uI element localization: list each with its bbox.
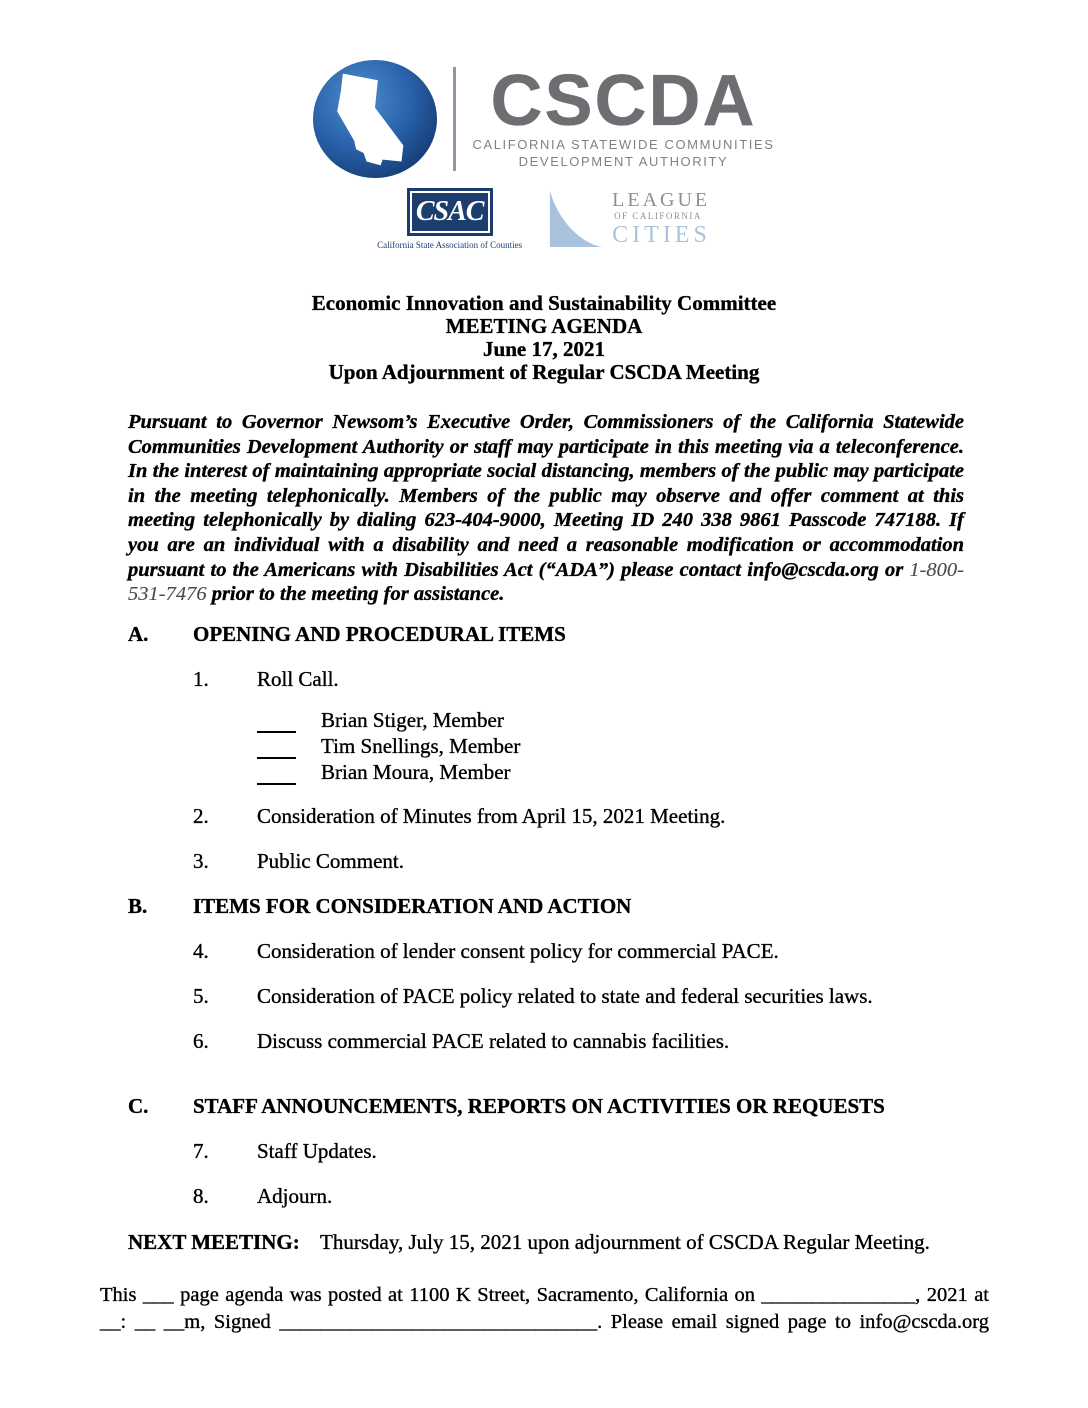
item-number: 3. xyxy=(193,848,209,873)
cscda-acronym: CSCDA xyxy=(490,61,757,142)
section-title: OPENING AND PROCEDURAL ITEMS xyxy=(193,621,566,646)
section-title: ITEMS FOR CONSIDERATION AND ACTION xyxy=(193,893,632,918)
item-number: 8. xyxy=(193,1183,209,1208)
teleconference-notice xyxy=(128,410,964,607)
roll-call-row xyxy=(0,707,1088,733)
posting-certification-footer xyxy=(100,1282,989,1336)
cscda-name-line2: DEVELOPMENT AUTHORITY xyxy=(518,154,729,170)
agenda-item-1 xyxy=(0,668,1088,691)
next-meeting-row xyxy=(0,1231,1088,1254)
next-meeting-label: NEXT MEETING: xyxy=(128,1229,300,1254)
agenda-item-2 xyxy=(0,805,1088,828)
partner-logo-row xyxy=(0,188,1088,250)
meeting-time-note: Upon Adjournment of Regular CSCDA Meeting xyxy=(328,360,760,384)
attendance-blank xyxy=(257,711,296,733)
section-c-heading xyxy=(0,1095,1088,1118)
item-number: 4. xyxy=(193,938,209,963)
agenda-item-6 xyxy=(0,1030,1088,1053)
item-text: Staff Updates. xyxy=(257,1138,377,1163)
item-text: Consideration of lender consent policy for commercial PACE. xyxy=(257,938,779,963)
committee-name: Economic Innovation and Sustainability Committee xyxy=(311,291,777,315)
item-number: 5. xyxy=(193,983,209,1008)
item-number: 2. xyxy=(193,803,209,828)
section-letter: C. xyxy=(128,1093,149,1118)
item-number: 1. xyxy=(193,666,209,691)
league-cities: CITIES xyxy=(612,221,711,248)
roll-call-row xyxy=(0,759,1088,785)
league-word: LEAGUE xyxy=(612,189,711,212)
cscda-name-line1: CALIFORNIA STATEWIDE COMMUNITIES xyxy=(472,136,775,152)
section-title: STAFF ANNOUNCEMENTS, REPORTS ON ACTIVITIES OR REQUESTS xyxy=(193,1093,885,1118)
notice-text: Pursuant to Governor Newsom’s Executive Order, Commissioners of the California Statewide Communities Development Authority or staff may participate in this meeting via a teleconference. In the interest of maintaining appropriate social distancing, members of the public may participate in the meeting telephonically. Members of the public may observe and offer comment at this meeting telephonically by dialing 623-404-9000, Meeting ID 240 338 9861 Passcode 747188. If you are an individual with a disability and need a reasonable modification or accommodation pursuant to the Americans with Disabilities Act (“ADA”) please contact info@cscda.org or xyxy=(128,411,964,581)
csac-logo xyxy=(377,188,522,250)
notice-text-end: prior to the meeting for assistance. xyxy=(206,583,505,606)
item-text: Adjourn. xyxy=(257,1183,333,1208)
league-swoosh-icon xyxy=(548,189,604,249)
csac-caption: California State Association of Counties xyxy=(377,240,523,250)
meeting-date: June 17, 2021 xyxy=(483,337,605,361)
header-logo-area xyxy=(0,0,1088,178)
footer-line-1: This ___ page agenda was posted at 1100 K Street, Sacramento, California on _______________, 2021 at xyxy=(100,1283,989,1306)
document-type: MEETING AGENDA xyxy=(445,314,643,338)
agenda-item-5 xyxy=(0,985,1088,1008)
section-letter: B. xyxy=(128,893,148,918)
attendance-blank xyxy=(257,737,296,759)
cscda-logo-text xyxy=(472,61,775,170)
agenda-item-4 xyxy=(0,940,1088,963)
item-text: Discuss commercial PACE related to cannabis facilities. xyxy=(257,1028,730,1053)
roll-call-list xyxy=(0,707,1088,785)
item-text: Consideration of PACE policy related to state and federal securities laws. xyxy=(257,983,873,1008)
section-a-heading xyxy=(0,623,1088,646)
agenda-title-block xyxy=(0,292,1088,384)
csac-acronym: CSAC xyxy=(415,196,484,227)
member-name: Tim Snellings, Member xyxy=(321,733,521,758)
section-letter: A. xyxy=(128,621,149,646)
section-b-heading xyxy=(0,895,1088,918)
league-of-california-cities-logo xyxy=(548,189,711,249)
item-text: Consideration of Minutes from April 15, 2021 Meeting. xyxy=(257,803,726,828)
logo-divider xyxy=(453,67,456,171)
california-silhouette-icon xyxy=(325,67,425,171)
league-of-california: OF CALIFORNIA xyxy=(614,211,702,222)
league-logo-text xyxy=(612,190,711,248)
item-text: Public Comment. xyxy=(257,848,404,873)
item-number: 6. xyxy=(193,1028,209,1053)
ada-phone-number: 1-800-531-7476 xyxy=(128,558,964,606)
member-name: Brian Stiger, Member xyxy=(321,707,504,732)
next-meeting-text: Thursday, July 15, 2021 upon adjournment of CSCDA Regular Meeting. xyxy=(320,1229,930,1254)
item-text: Roll Call. xyxy=(257,666,339,691)
csac-logo-box xyxy=(407,188,493,236)
cscda-logo xyxy=(313,60,774,178)
agenda-item-8 xyxy=(0,1185,1088,1208)
attendance-blank xyxy=(257,763,296,785)
footer-line-2: __: __ __m, Signed _______________________________. Please email signed page to info@cscda.org xyxy=(100,1310,989,1333)
roll-call-row xyxy=(0,733,1088,759)
agenda-item-7 xyxy=(0,1140,1088,1163)
item-number: 7. xyxy=(193,1138,209,1163)
member-name: Brian Moura, Member xyxy=(321,759,511,784)
agenda-item-3 xyxy=(0,850,1088,873)
california-globe-icon xyxy=(313,60,437,178)
